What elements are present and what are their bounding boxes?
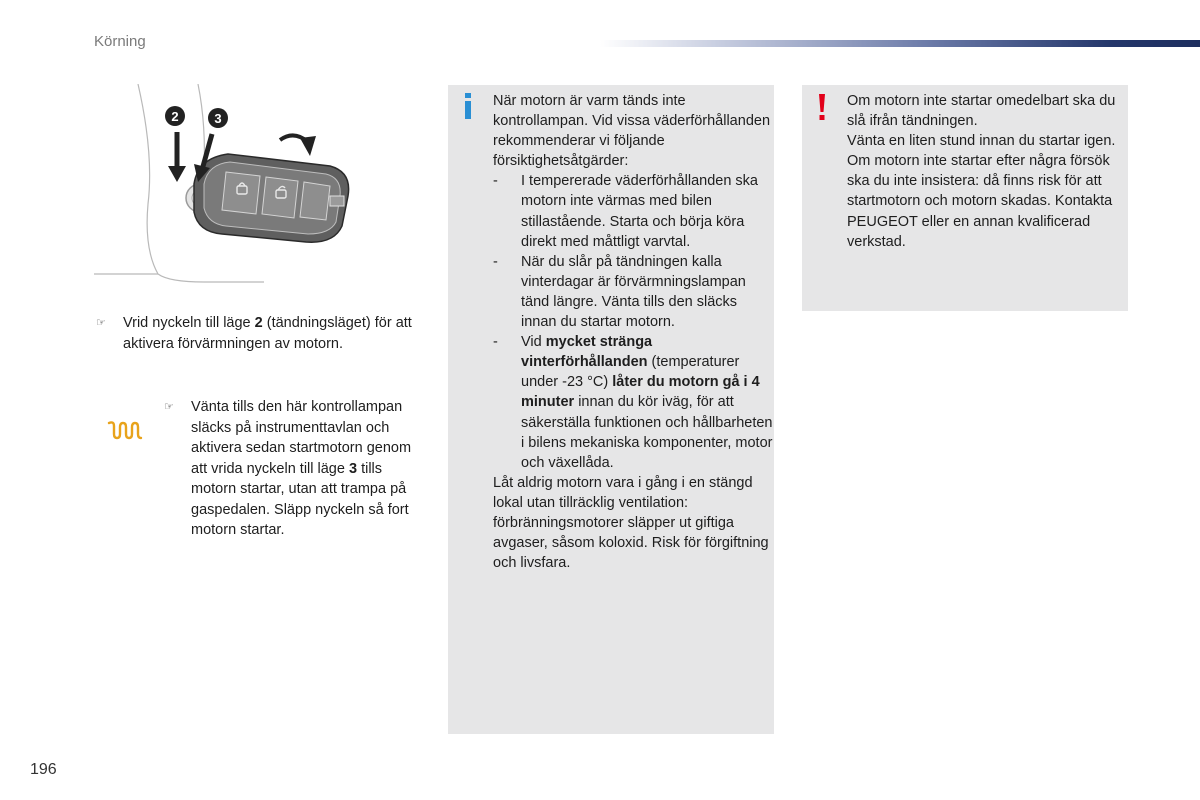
callout-3: 3 <box>214 111 222 126</box>
key-fob-ignition-illustration <box>94 84 414 284</box>
info-item-severe-winter: - Vid mycket stränga vinterförhållanden (temperaturer under -23 °C) låter du motorn gå i 4 minuter innan du kör iväg, för att säkerställa funktionen och hållbarheten i bilens mekaniska komponenter, motor och växellåda. <box>493 334 773 471</box>
warning-text-1: Om motorn inte startar omedelbart ska du slå ifrån tändningen. <box>847 93 1116 130</box>
info-intro: När motorn är varm tänds inte kontrollampan. Vid vissa väderförhållanden rekommenderar vi följande försiktighetsåtgärder: <box>493 93 771 170</box>
step2-text: Vänta tills den här kontrollampan släcks på instrumenttavlan och aktivera sedan startmotorn genom att vrida nyckeln till läge 3 tills motorn startar, utan att trampa på gaspedalen. Släpp nyckeln så fort motorn startar. <box>191 399 412 538</box>
info-outro: Låt aldrig motorn vara i gång i en stängd lokal utan tillräcklig ventilation: förbränningsmotorer släpper ut giftiga avgaser, såsom koloxid. Risk för förgiftning och livsfara. <box>493 474 769 572</box>
section-title: Körning <box>94 33 146 50</box>
glow-plug-warning-icon <box>106 418 144 442</box>
warning-exclamation-icon <box>810 91 834 121</box>
info-icon <box>456 91 480 121</box>
bullet-arrow-icon: ☞ <box>96 317 106 329</box>
info-body <box>493 91 773 573</box>
warning-body <box>847 91 1127 252</box>
info-item-temperate: - I tempererade väderförhållanden ska motorn inte värmas med bilen stillastående. Starta och börja köra direkt med måttligt varvtal. <box>493 173 758 250</box>
callout-2: 2 <box>171 109 179 124</box>
page-number: 196 <box>30 761 57 778</box>
header-rule <box>600 40 1200 47</box>
info-item-cold-winter: - När du slår på tändningen kalla vinterdagar är förvärmningslampan tänd längre. Vänta tills den släcks innan du startar motorn. <box>493 253 746 331</box>
warning-text-2: Vänta en liten stund innan du startar igen. Om motorn inte startar efter några försök ska du inte insistera: då finns risk för att startmotorn och motorn skadas. Kontakta PEUGEOT eller en annan kvalificerad verkstad. <box>847 133 1116 250</box>
step1-text: Vrid nyckeln till läge 2 (tändningsläget) för att aktivera förvärmningen av motorn. <box>123 315 412 352</box>
bullet-arrow-icon: ☞ <box>164 401 174 413</box>
info-box <box>448 85 774 734</box>
warning-box <box>802 85 1128 311</box>
